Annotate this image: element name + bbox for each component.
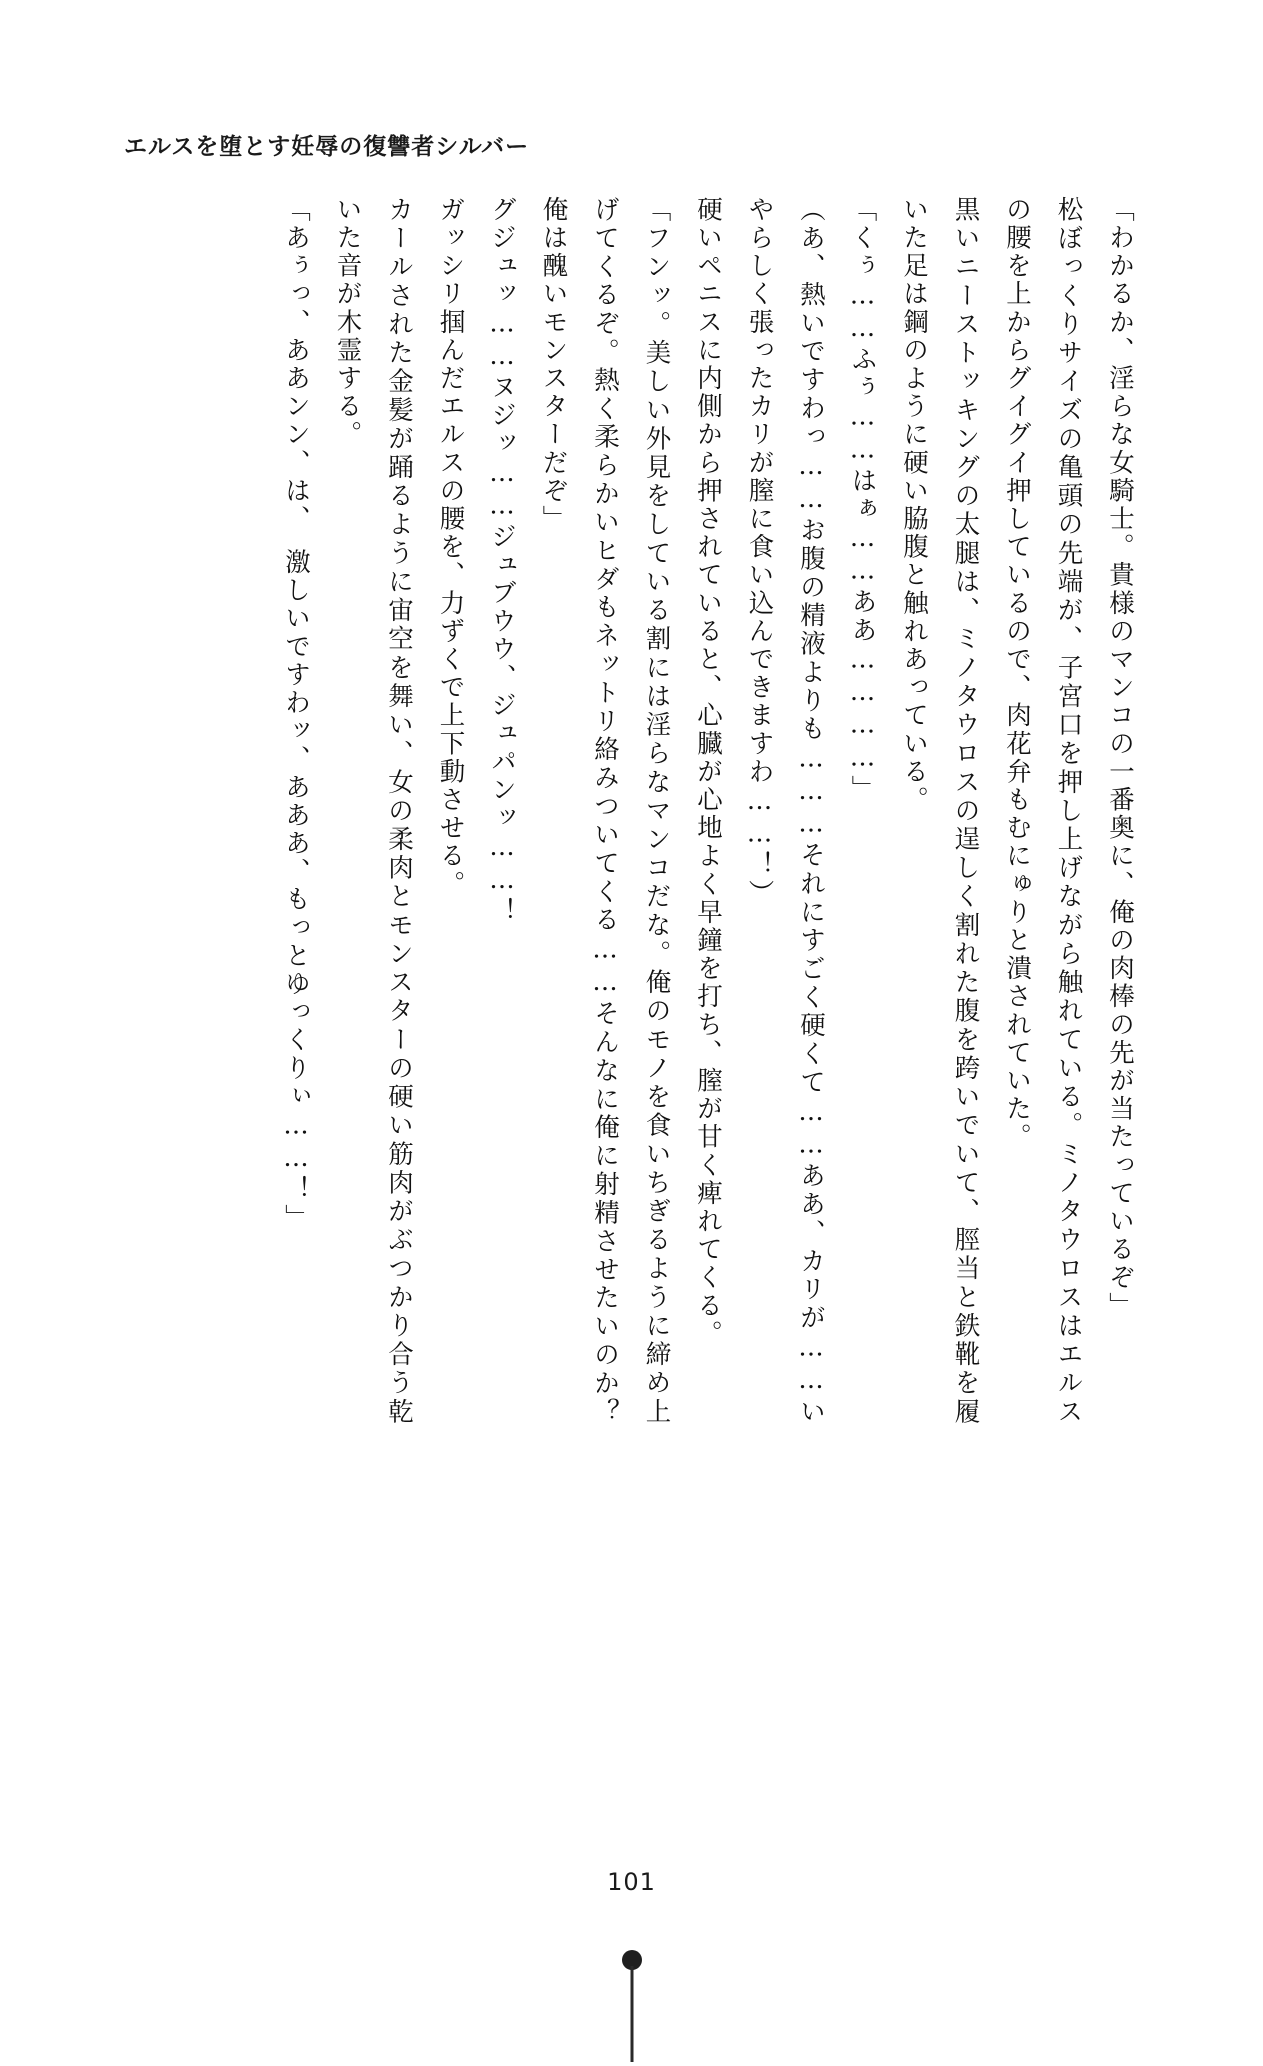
paragraph: 「くぅ……ふぅ……はぁ……ああ…………」 [847, 196, 878, 803]
paragraph: カールされた金髪が踊るように宙空を舞い、女の柔肉とモンスターの硬い筋肉がぶつかり合う乾いた音が木霊する。 [332, 196, 414, 1426]
running-header: エルスを堕とす妊辱の復讐者シルバー [124, 134, 530, 160]
paragraph: （あ、熱いですわっ……お腹の精液よりも………それにすごく硬くて……ああ、カリが……いやらしく張ったカリが膣に食い込んできますわ……！） [744, 196, 826, 1426]
page-number: 101 [607, 1868, 656, 1896]
paragraph: 硬いペニスに内側から押されていると、心臓が心地よく早鐘を打ち、膣が甘く痺れてくる。 [693, 196, 723, 1349]
paragraph: 「あぅっ、ああンン、は、 激しいですわッ、あああ、もっとゆっくりぃ……！」 [281, 196, 311, 1232]
paragraph: グジュッ……ヌジッ……ジュブウウ、ジュパンッ……！ [487, 196, 517, 926]
paragraph: 松ぼっくりサイズの亀頭の先端が、子宮口を押し上げながら触れている。ミノタウロスはエルスの腰を上からグイグイ押しているので、肉花弁もむにゅりと潰されていた。 [1002, 196, 1084, 1426]
paragraph: ガッシリ掴んだエルスの腰を、力ずくで上下動させる。 [435, 196, 466, 899]
page-body-text [125, 196, 1145, 1455]
paragraph: 「フンッ。美しい外見をしている割には淫らなマンコだな。俺のモノを食いちぎるように締め上げてくるぞ。熱く柔らかいヒダもネットリ絡みついてくる……そんなに俺に射精させたいのか？ 俺は醜いモンスターだぞ」 [538, 196, 672, 1455]
paragraph: 「わかるか、淫らな女騎士。貴様のマンコの一番奥に、俺の肉棒の先が当たっているぞ」 [1105, 196, 1135, 1320]
binding-line-mark [630, 1966, 633, 2062]
paragraph: 黒いニーストッキングの太腿は、ミノタウロスの逞しく割れた腹を跨いでいて、脛当と鉄靴を履いた足は鋼のように硬い脇腹と触れあっている。 [899, 196, 981, 1426]
